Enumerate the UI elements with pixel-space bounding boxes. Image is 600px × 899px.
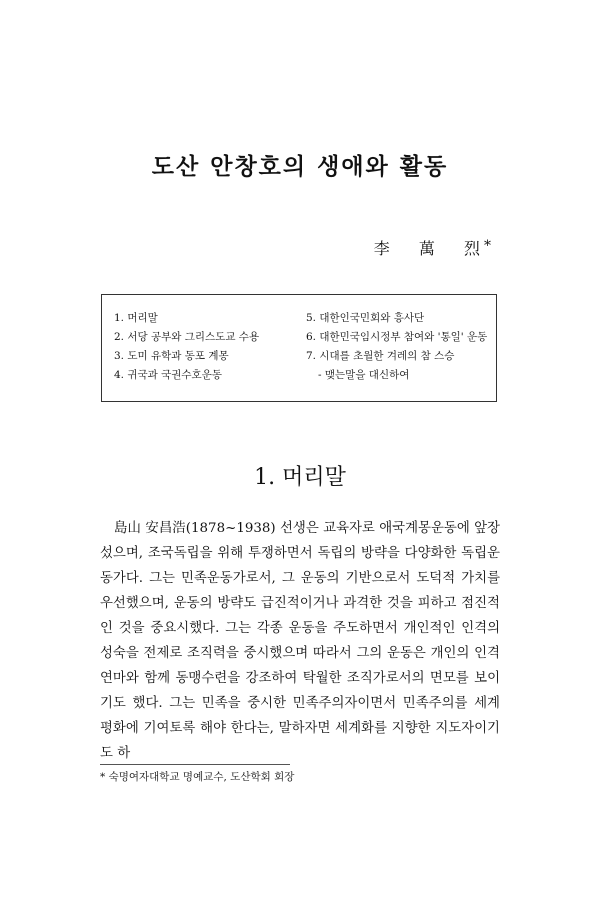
toc-left-column (114, 309, 259, 385)
page-title: 도산 안창호의 생애와 활동 (151, 154, 449, 180)
toc-item: 4. 귀국과 국권수호운동 (114, 369, 222, 381)
table-of-contents (101, 294, 497, 402)
toc-item: 2. 서당 공부와 그리스도교 수용 (114, 331, 260, 343)
toc-subitem: - 맺는말을 대신하여 (318, 369, 410, 381)
toc-right-column (306, 309, 487, 385)
toc-item: 3. 도미 유학과 동포 계몽 (114, 350, 229, 362)
footnote: * 숙명여자대학교 명예교수, 도산학회 회장 (100, 771, 295, 783)
toc-item: 1. 머리말 (114, 312, 158, 324)
toc-item: 7. 시대를 초월한 겨레의 참 스승 (306, 350, 455, 362)
toc-item: 6. 대한민국임시정부 참여와 '통일' 운동 (306, 331, 488, 343)
section-heading: 1. 머리말 (254, 465, 346, 490)
toc-item: 5. 대한인국민회와 흥사단 (306, 312, 425, 324)
author-char-2: 萬 (418, 239, 436, 258)
author-char-3: 烈 (463, 239, 481, 258)
author-char-1: 李 (373, 239, 391, 258)
author-name (352, 236, 492, 259)
author-footnote-mark: * (484, 238, 492, 254)
body-paragraph: 島山 安昌浩(1878~1938) 선생은 교육자로 애국계몽운동에 앞장섰으며, 조국독립을 위해 투쟁하면서 독립의 방략을 다양화한 독립운동가다. 그는 민족운동가로서, 그 운동의 기반으로서 도덕적 가치를 우선했으며, 운동의 방략도 급진적이거나 과격한 것을 피하고 점진적인 것을 중요시했다. 그는 각종 운동을 주도하면서 개인적인 인격의 성숙을 전제로 조직력을 중시했으며 따라서 그의 운동은 개인의 인격연마와 함께 동맹수련을 강조하여 탁월한 조직가로서의 면모를 보이기도 했다. 그는 민족을 중시한 민족주의자이면서 민족주의를 세계 평화에 기여토록 해야 한다는, 말하자면 세계화를 지향한 지도자이기도 하 (100, 521, 500, 761)
footnote-divider (100, 764, 290, 765)
